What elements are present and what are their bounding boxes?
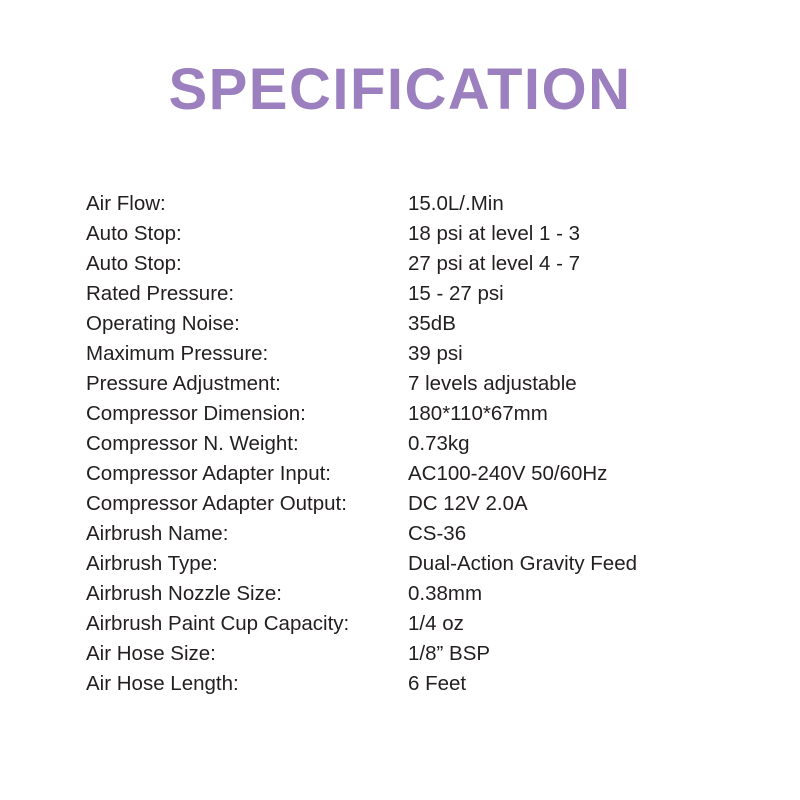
spec-value: 15 - 27 psi (408, 282, 504, 305)
spec-value: Dual-Action Gravity Feed (408, 552, 638, 575)
spec-label: Air Hose Size: (86, 642, 216, 665)
table-row (86, 402, 726, 432)
spec-label: Air Flow: (86, 192, 166, 215)
spec-label: Compressor Dimension: (86, 402, 306, 425)
table-row (86, 372, 726, 402)
spec-label: Maximum Pressure: (86, 342, 269, 365)
spec-label: Compressor N. Weight: (86, 432, 299, 455)
table-row (86, 252, 726, 282)
table-row (86, 192, 726, 222)
spec-label: Airbrush Type: (86, 552, 218, 575)
table-row (86, 312, 726, 342)
spec-value: 39 psi (408, 342, 463, 365)
table-row (86, 672, 726, 702)
spec-value: CS-36 (408, 522, 467, 545)
spec-value: AC100-240V 50/60Hz (408, 462, 608, 485)
spec-value: 0.73kg (408, 432, 470, 455)
spec-value: 27 psi at level 4 - 7 (408, 252, 581, 275)
table-row (86, 522, 726, 552)
table-row (86, 342, 726, 372)
spec-label: Airbrush Nozzle Size: (86, 582, 282, 605)
spec-value: 6 Feet (408, 672, 467, 695)
spec-value: 15.0L/.Min (408, 192, 504, 215)
spec-label: Air Hose Length: (86, 672, 239, 695)
spec-value: 180*110*67mm (408, 402, 548, 425)
table-row (86, 282, 726, 312)
spec-value: 18 psi at level 1 - 3 (408, 222, 581, 245)
table-row (86, 222, 726, 252)
spec-value: 1/8” BSP (408, 642, 491, 665)
spec-value: 1/4 oz (408, 612, 464, 635)
table-row (86, 582, 726, 612)
table-row (86, 552, 726, 582)
page-title: SPECIFICATION (168, 57, 632, 122)
table-row (86, 642, 726, 672)
spec-value: DC 12V 2.0A (408, 492, 528, 515)
spec-label: Compressor Adapter Input: (86, 462, 331, 485)
spec-label: Airbrush Name: (86, 522, 229, 545)
table-row (86, 462, 726, 492)
spec-label: Airbrush Paint Cup Capacity: (86, 612, 350, 635)
spec-label: Rated Pressure: (86, 282, 235, 305)
spec-label: Pressure Adjustment: (86, 372, 281, 395)
specification-table (86, 192, 726, 702)
spec-value: 0.38mm (408, 582, 483, 605)
spec-value: 35dB (408, 312, 456, 335)
spec-value: 7 levels adjustable (408, 372, 577, 395)
spec-label: Auto Stop: (86, 222, 182, 245)
spec-label: Auto Stop: (86, 252, 182, 275)
spec-label: Compressor Adapter Output: (86, 492, 347, 515)
table-row (86, 432, 726, 462)
spec-label: Operating Noise: (86, 312, 240, 335)
table-row (86, 612, 726, 642)
table-row (86, 492, 726, 522)
